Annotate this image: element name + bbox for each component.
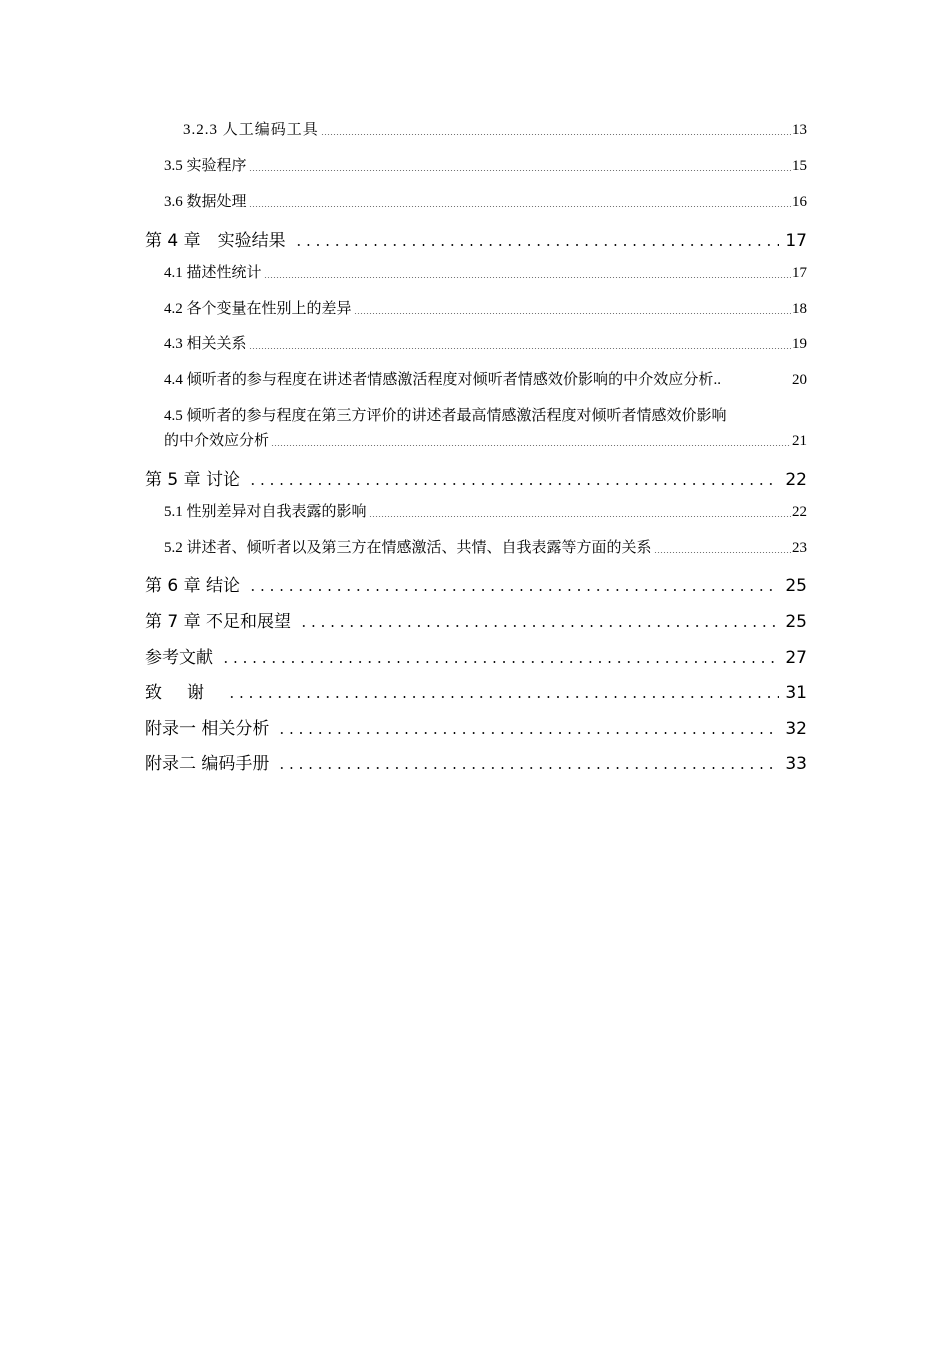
dot-leader (249, 348, 791, 349)
toc-entry-page: 15 (792, 158, 807, 174)
toc-entry-page: 18 (792, 301, 807, 317)
toc-entry-4-5[interactable] (164, 429, 807, 450)
dot-leader (354, 313, 791, 314)
toc-entry-page: 17 (785, 231, 807, 251)
toc-entry-page: 20 (792, 372, 807, 388)
toc-entry-label: 5.1 性别差异对自我表露的影响 (164, 504, 367, 520)
toc-entry-label: 第 7 章 不足和展望 (145, 612, 292, 632)
toc-references[interactable] (145, 643, 807, 668)
toc-entry-page: 25 (785, 576, 807, 596)
toc-appendix-1[interactable] (145, 714, 807, 739)
toc-entry-4-1[interactable] (164, 261, 807, 282)
toc-appendix-2[interactable] (145, 749, 807, 774)
toc-chapter-4[interactable] (145, 226, 807, 251)
dot-leader (227, 696, 779, 698)
dot-leader (369, 516, 791, 517)
toc-entry-4-3[interactable] (164, 332, 807, 353)
dot-leader (264, 277, 791, 278)
toc-entry-page: 22 (792, 504, 807, 520)
toc-entry-4-5-line1[interactable] (164, 404, 727, 425)
toc-entry-page: 25 (785, 612, 807, 632)
dot-leader (248, 483, 779, 485)
toc-entry-page: 13 (792, 122, 807, 138)
toc-entry-page: 17 (792, 265, 807, 281)
toc-entry-page: 16 (792, 194, 807, 210)
toc-entry-label: 致 谢 (145, 683, 208, 703)
dot-leader (271, 445, 791, 446)
dot-leader (248, 589, 779, 591)
dot-leader (294, 244, 780, 246)
dot-leader (277, 767, 779, 769)
toc-entry-label: 4.3 相关关系 (164, 336, 247, 352)
toc-entry-label: 第 6 章 结论 (145, 576, 241, 596)
toc-entry-label: 附录一 相关分析 (145, 719, 270, 739)
toc-entry-label: 3.2.3 人工编码工具 (183, 122, 319, 138)
toc-entry-page: 32 (785, 719, 807, 739)
dot-leader (221, 661, 779, 663)
dot-leader (654, 552, 791, 553)
toc-entry-label: 的中介效应分析 (164, 433, 270, 449)
toc-entry-label: 附录二 编码手册 (145, 754, 270, 774)
toc-entry-page: 23 (792, 540, 807, 556)
toc-entry-label: 第 4 章 实验结果 (145, 231, 286, 251)
toc-entry-label: 5.2 讲述者、倾听者以及第三方在情感激活、共情、自我表露等方面的关系 (164, 540, 652, 556)
toc-entry-5-2[interactable] (164, 536, 807, 557)
toc-entry-3-6[interactable] (164, 190, 807, 211)
toc-entry-5-1[interactable] (164, 500, 807, 521)
toc-entry-page: 19 (792, 336, 807, 352)
dot-leader (299, 625, 779, 627)
toc-entry-label: 4.5 倾听者的参与程度在第三方评价的讲述者最高情感激活程度对倾听者情感效价影响 (164, 408, 727, 424)
toc-entry-4-4[interactable] (164, 368, 807, 389)
toc-entry-page: 33 (785, 754, 807, 774)
dot-leader (277, 732, 779, 734)
toc-chapter-6[interactable] (145, 571, 807, 596)
toc-entry-4-2[interactable] (164, 297, 807, 318)
dot-leader (249, 170, 791, 171)
toc-chapter-7[interactable] (145, 607, 807, 632)
toc-entry-label: 3.6 数据处理 (164, 194, 247, 210)
toc-entry-page: 31 (785, 683, 807, 703)
toc-entry-3-5[interactable] (164, 154, 807, 175)
toc-entry-label: 4.2 各个变量在性别上的差异 (164, 301, 352, 317)
dot-leader (249, 206, 791, 207)
toc-entry-3-2-3[interactable] (183, 118, 807, 139)
toc-acknowledgements[interactable] (145, 678, 807, 703)
toc-entry-label: 第 5 章 讨论 (145, 470, 241, 490)
toc-entry-label: 3.5 实验程序 (164, 158, 247, 174)
toc-entry-page: 22 (785, 470, 807, 490)
dot-leader (321, 134, 791, 135)
toc-entry-page: 21 (792, 433, 807, 449)
toc-chapter-5[interactable] (145, 465, 807, 490)
toc-entry-label: 4.1 描述性统计 (164, 265, 262, 281)
toc-entry-page: 27 (785, 648, 807, 668)
toc-entry-label: 4.4 倾听者的参与程度在讲述者情感激活程度对倾听者情感效价影响的中介效应分析.. (164, 372, 722, 388)
toc-entry-label: 参考文献 (145, 648, 213, 668)
